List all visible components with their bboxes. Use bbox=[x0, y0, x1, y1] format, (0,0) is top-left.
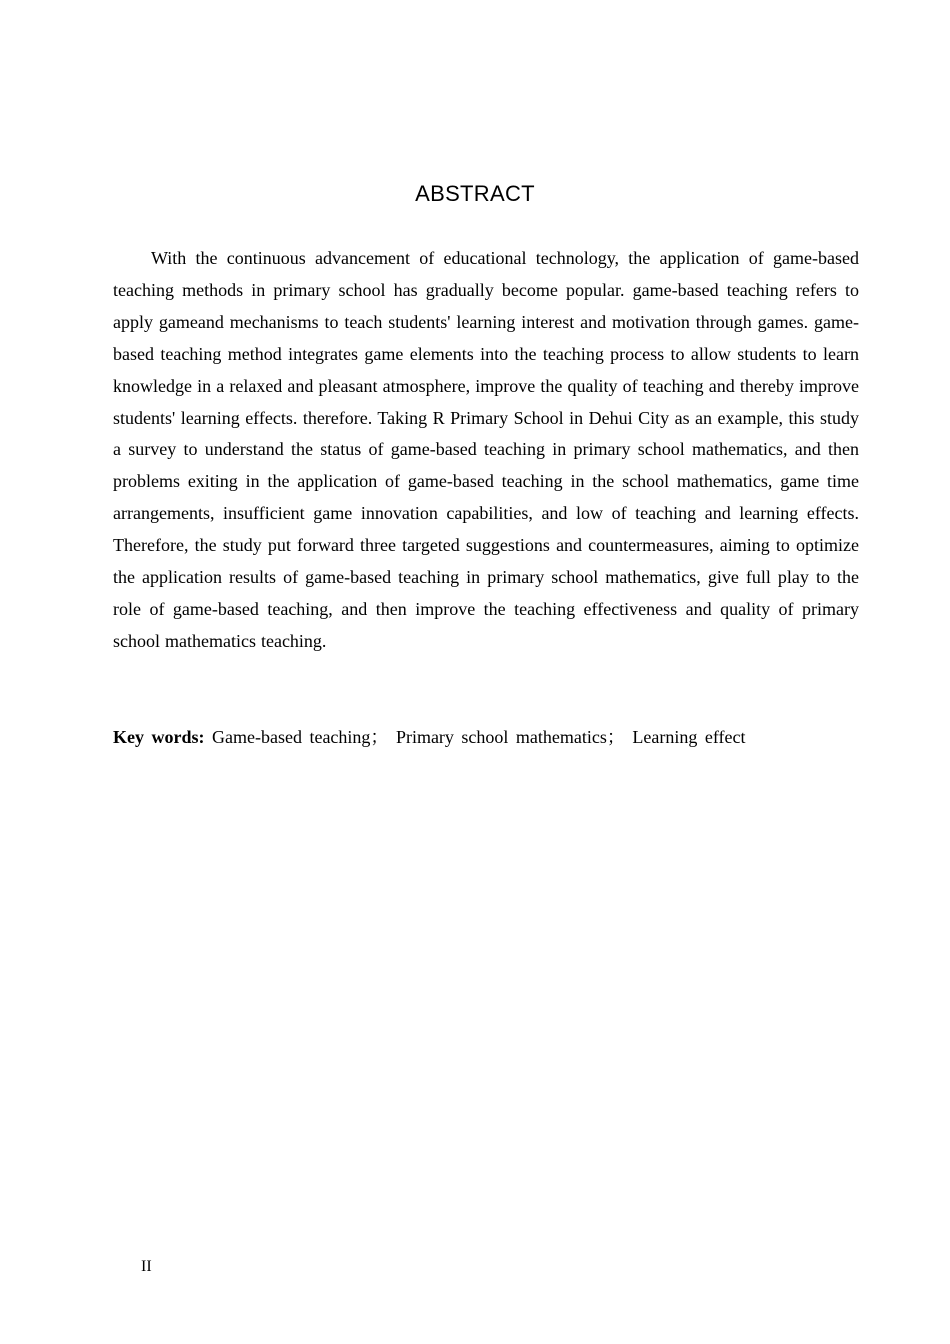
keywords-label: Key words: bbox=[113, 727, 205, 747]
abstract-title: ABSTRACT bbox=[415, 181, 535, 206]
abstract-body: With the continuous advancement of educational technology, the application of game-based teaching methods in primary school has gradually become popular. game-based teaching refers to apply gameand mechanisms to teach students' learning interest and motivation through games. game-based teaching method integrates game elements into the teaching process to allow students to learn knowledge in a relaxed and pleasant atmosphere, improve the quality of teaching and thereby improve students' learning effects. therefore. Taking R Primary School in Dehui City as an example, this study a survey to understand the status of game-based teaching in primary school mathematics, and then problems exiting in the application of game-based teaching in the school mathematics, game time arrangements, insufficient game innovation capabilities, and low of teaching and learning effects. Therefore, the study put forward three targeted suggestions and countermeasures, aiming to optimize the application results of game-based teaching in primary school mathematics, give full play to the role of game-based teaching, and then improve the teaching effectiveness and quality of primary school mathematics teaching. bbox=[113, 248, 859, 651]
keyword-1: Game-based teaching； bbox=[212, 727, 389, 747]
keyword-3: Learning effect bbox=[632, 727, 746, 747]
page-number: II bbox=[141, 1258, 152, 1275]
keyword-2: Primary school mathematics； bbox=[395, 727, 625, 747]
keywords-line bbox=[113, 722, 859, 752]
